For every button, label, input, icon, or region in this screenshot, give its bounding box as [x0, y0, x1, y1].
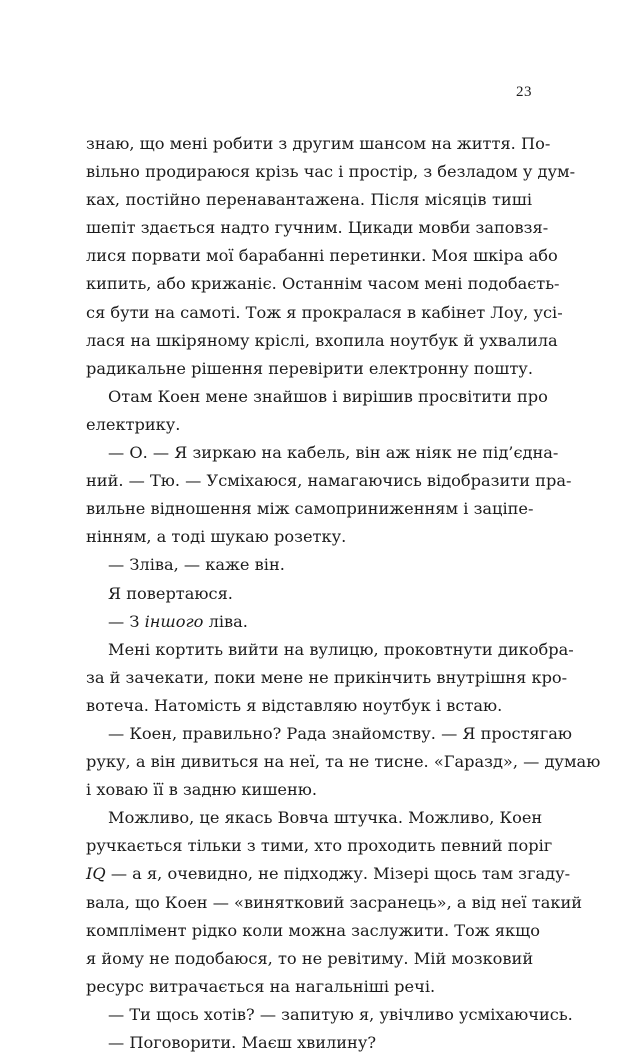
text-line	[86, 523, 532, 551]
text-line	[86, 832, 553, 860]
text-segment: вотеча. Натомість я відставляю ноутбук і встаю.	[86, 695, 503, 715]
text-segment: ручкається тільки з тими, хто проходить певний поріг	[86, 836, 553, 856]
text-line	[86, 945, 532, 973]
text-line	[86, 860, 571, 888]
text-segment: лися порвати мої барабанні перетинки. Моя шкіра або	[86, 246, 558, 266]
text-line	[86, 270, 560, 298]
text-line	[86, 720, 572, 748]
text-segment: знаю, що мені робити з другим шансом на життя. По-	[86, 134, 551, 153]
text-line	[86, 580, 532, 608]
text-line	[86, 1001, 573, 1029]
text-line	[86, 692, 532, 720]
text-line	[86, 411, 532, 439]
text-line	[86, 551, 532, 579]
text-segment: кипить, або крижаніє. Останнім часом мені подобаєть-	[86, 274, 560, 294]
text-line	[86, 242, 558, 270]
text-segment: — Ти щось хотів? — запитую я, увічливо усміхаючись.	[108, 1004, 573, 1024]
text-segment: ках, постійно перенавантажена. Після місяців тиші	[86, 190, 532, 210]
text-line	[86, 889, 583, 917]
text-line	[86, 383, 548, 411]
text-segment: — а я, очевидно, не підходжу. Мізері щось там згаду-	[105, 864, 571, 884]
text-line	[86, 664, 568, 692]
text-segment: ресурс витрачається на нагальніші речі.	[86, 976, 436, 996]
text-line	[86, 130, 551, 158]
text-line	[86, 1029, 532, 1057]
text-segment: нінням, а тоді шукаю розетку.	[86, 527, 347, 547]
text-segment: — Зліва, — каже він.	[108, 555, 285, 575]
text-line	[86, 439, 559, 467]
text-segment: — Коен, правильно? Рада знайомству. — Я простягаю	[108, 723, 572, 743]
text-segment: руку, а він дивиться на неї, та не тисне. «Гаразд», — думаю	[86, 752, 601, 772]
text-segment: Можливо, це якась Вовча штучка. Можливо, Коен	[108, 808, 543, 828]
text-line	[86, 495, 532, 523]
text-line	[86, 748, 601, 776]
text-segment: Отам Коен мене знайшов і вирішив просвітити про	[108, 386, 548, 406]
text-segment: — О. — Я зиркаю на кабель, він аж ніяк не під’єдна-	[108, 443, 559, 463]
text-segment: — З	[108, 611, 145, 631]
text-segment: вільно продираюся крізь час і простір, з безладом у дум-	[86, 162, 576, 182]
text-segment: лася на шкіряному кріслі, вхопила ноутбук й ухвалила	[86, 330, 558, 350]
text-line	[86, 186, 532, 214]
text-segment: ся бути на самоті. Тож я прокралася в кабінет Лоу, усі-	[86, 302, 563, 322]
text-line	[86, 355, 532, 383]
text-segment: шепіт здається надто гучним. Цикади мовби заповзя-	[86, 218, 549, 238]
text-segment: ний. — Тю. — Усміхаюся, намагаючись відобразити пра-	[86, 471, 572, 491]
text-segment: за й зачекати, поки мене не прикінчить внутрішня кро-	[86, 667, 568, 687]
text-segment: радикальне рішення перевірити електронну пошту.	[86, 358, 533, 378]
text-line	[86, 299, 563, 327]
text-segment: — Поговорити. Маєш хвилину?	[108, 1033, 377, 1052]
text-line	[86, 973, 532, 1001]
body-text	[86, 130, 601, 1057]
text-line	[86, 467, 572, 495]
italic-text: іншого	[144, 611, 204, 631]
text-line	[86, 158, 576, 186]
text-segment: вильне відношення між самоприниженням і заціпе-	[86, 499, 534, 519]
text-segment: ліва.	[203, 611, 248, 631]
text-line	[86, 917, 540, 945]
text-segment: електрику.	[86, 414, 181, 434]
text-line	[86, 636, 574, 664]
text-line	[86, 776, 532, 804]
text-segment: Я повертаюся.	[108, 583, 233, 603]
text-line	[86, 804, 543, 832]
text-segment: комплімент рідко коли можна заслужити. Тож якщо	[86, 920, 540, 940]
text-line	[86, 214, 549, 242]
italic-text: IQ	[86, 864, 106, 884]
text-segment: я йому не подобаюся, то не ревітиму. Мій мозковий	[86, 948, 534, 968]
page-number: 23	[516, 84, 532, 100]
text-segment: вала, що Коен — «винятковий засранець», а від неї такий	[86, 892, 583, 912]
text-line	[86, 327, 558, 355]
text-segment: Мені кортить вийти на вулицю, проковтнути дикобра-	[108, 639, 574, 659]
text-segment: і ховаю її в задню кишеню.	[86, 780, 317, 800]
text-line	[86, 608, 532, 636]
